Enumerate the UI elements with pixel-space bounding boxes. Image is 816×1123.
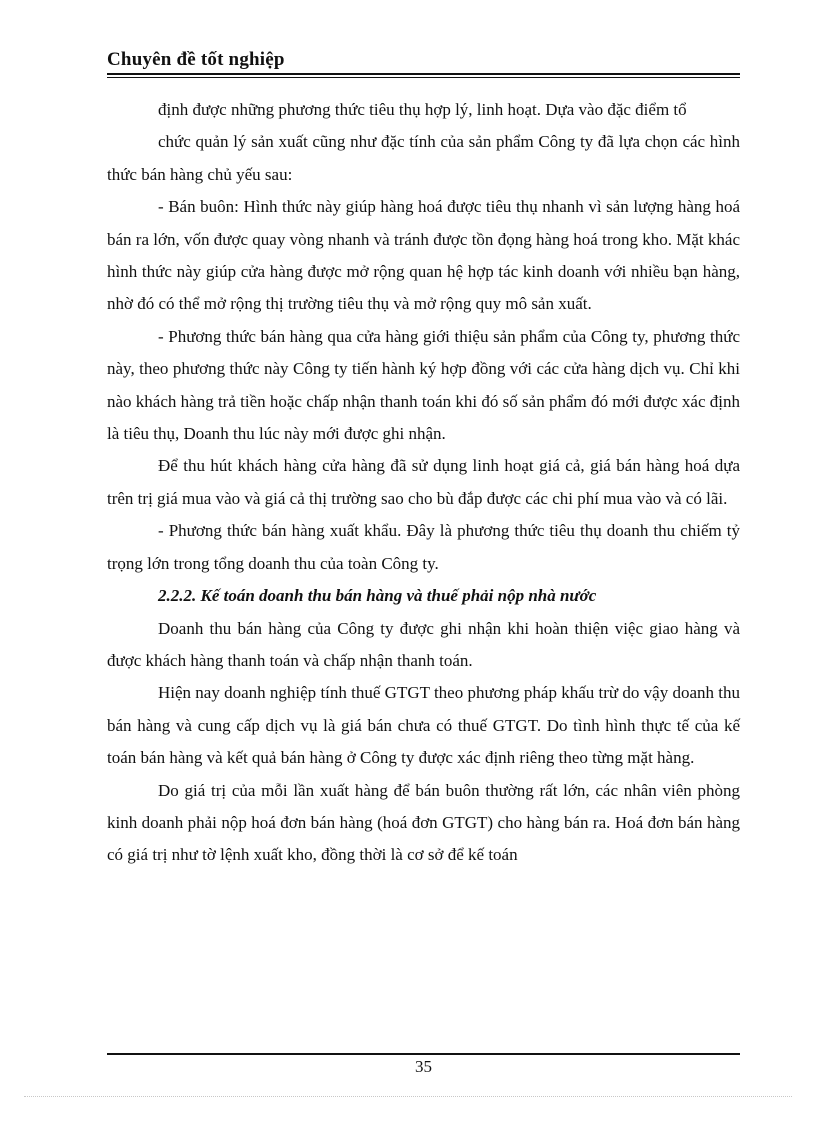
page-header	[107, 48, 740, 78]
page-edge-dotted-line	[24, 1096, 792, 1097]
body-paragraph: - Bán buôn: Hình thức này giúp hàng hoá được tiêu thụ nhanh vì sản lượng hàng hoá bán ra lớn, vốn được quay vòng nhanh và tránh được tồn đọng hàng hoá trong kho. Mặt khác hình thức này giúp cửa hàng được mở rộng quan hệ hợp tác kinh doanh với nhiều bạn hàng, nhờ đó có thể mở rộng thị trường tiêu thụ và mở rộng quy mô sản xuất.	[107, 197, 740, 314]
body-paragraph: Để thu hút khách hàng cửa hàng đã sử dụng linh hoạt giá cả, giá bán hàng hoá dựa trên trị giá mua vào và giá cả thị trường sao cho bù đắp được các chi phí mua vào và có lãi.	[107, 456, 740, 508]
section-heading: 2.2.2. Kế toán doanh thu bán hàng và thuế phải nộp nhà nước	[158, 586, 597, 606]
body-paragraph: định được những phương thức tiêu thụ hợp lý, linh hoạt. Dựa vào đặc điểm tổ	[158, 100, 687, 119]
document-body	[107, 94, 740, 872]
footer-rule	[107, 1053, 740, 1055]
body-paragraph: chức quản lý sản xuất cũng như đặc tính của sản phẩm Công ty đã lựa chọn các hình thức bán hàng chủ yếu sau:	[107, 132, 740, 184]
header-rule	[107, 73, 740, 75]
body-paragraph: - Phương thức bán hàng xuất khẩu. Đây là phương thức tiêu thụ doanh thu chiếm tỷ trọng lớn trong tổng doanh thu của toàn Công ty.	[107, 521, 740, 573]
body-paragraph: Hiện nay doanh nghiệp tính thuế GTGT theo phương pháp khấu trừ do vậy doanh thu bán hàng và cung cấp dịch vụ là giá bán chưa có thuế GTGT. Do tình hình thực tế của kế toán bán hàng và kết quả bán hàng ở Công ty được xác định riêng theo từng mặt hàng.	[107, 683, 740, 768]
header-title: Chuyên đề tốt nghiệp	[107, 49, 285, 70]
page-footer	[107, 1053, 740, 1077]
body-paragraph: - Phương thức bán hàng qua cửa hàng giới thiệu sản phẩm của Công ty, phương thức này, theo phương thức này Công ty tiến hành ký hợp đồng với các cửa hàng dịch vụ. Chỉ khi nào khách hàng trả tiền hoặc chấp nhận thanh toán khi đó số sản phẩm đó mới được xác định là tiêu thụ, Doanh thu lúc này mới được ghi nhận.	[107, 326, 740, 444]
body-paragraph: Do giá trị của mỗi lần xuất hàng để bán buôn thường rất lớn, các nhân viên phòng kinh doanh phải nộp hoá đơn bán hàng (hoá đơn GTGT) cho hàng bán ra. Hoá đơn bán hàng có giá trị như tờ lệnh xuất kho, đồng thời là cơ sở để kế toán	[107, 780, 740, 865]
page-number: 35	[415, 1057, 432, 1076]
body-paragraph: Doanh thu bán hàng của Công ty được ghi nhận khi hoàn thiện việc giao hàng và được khách hàng thanh toán và chấp nhận thanh toán.	[107, 618, 740, 670]
header-rule-thin	[107, 77, 740, 78]
